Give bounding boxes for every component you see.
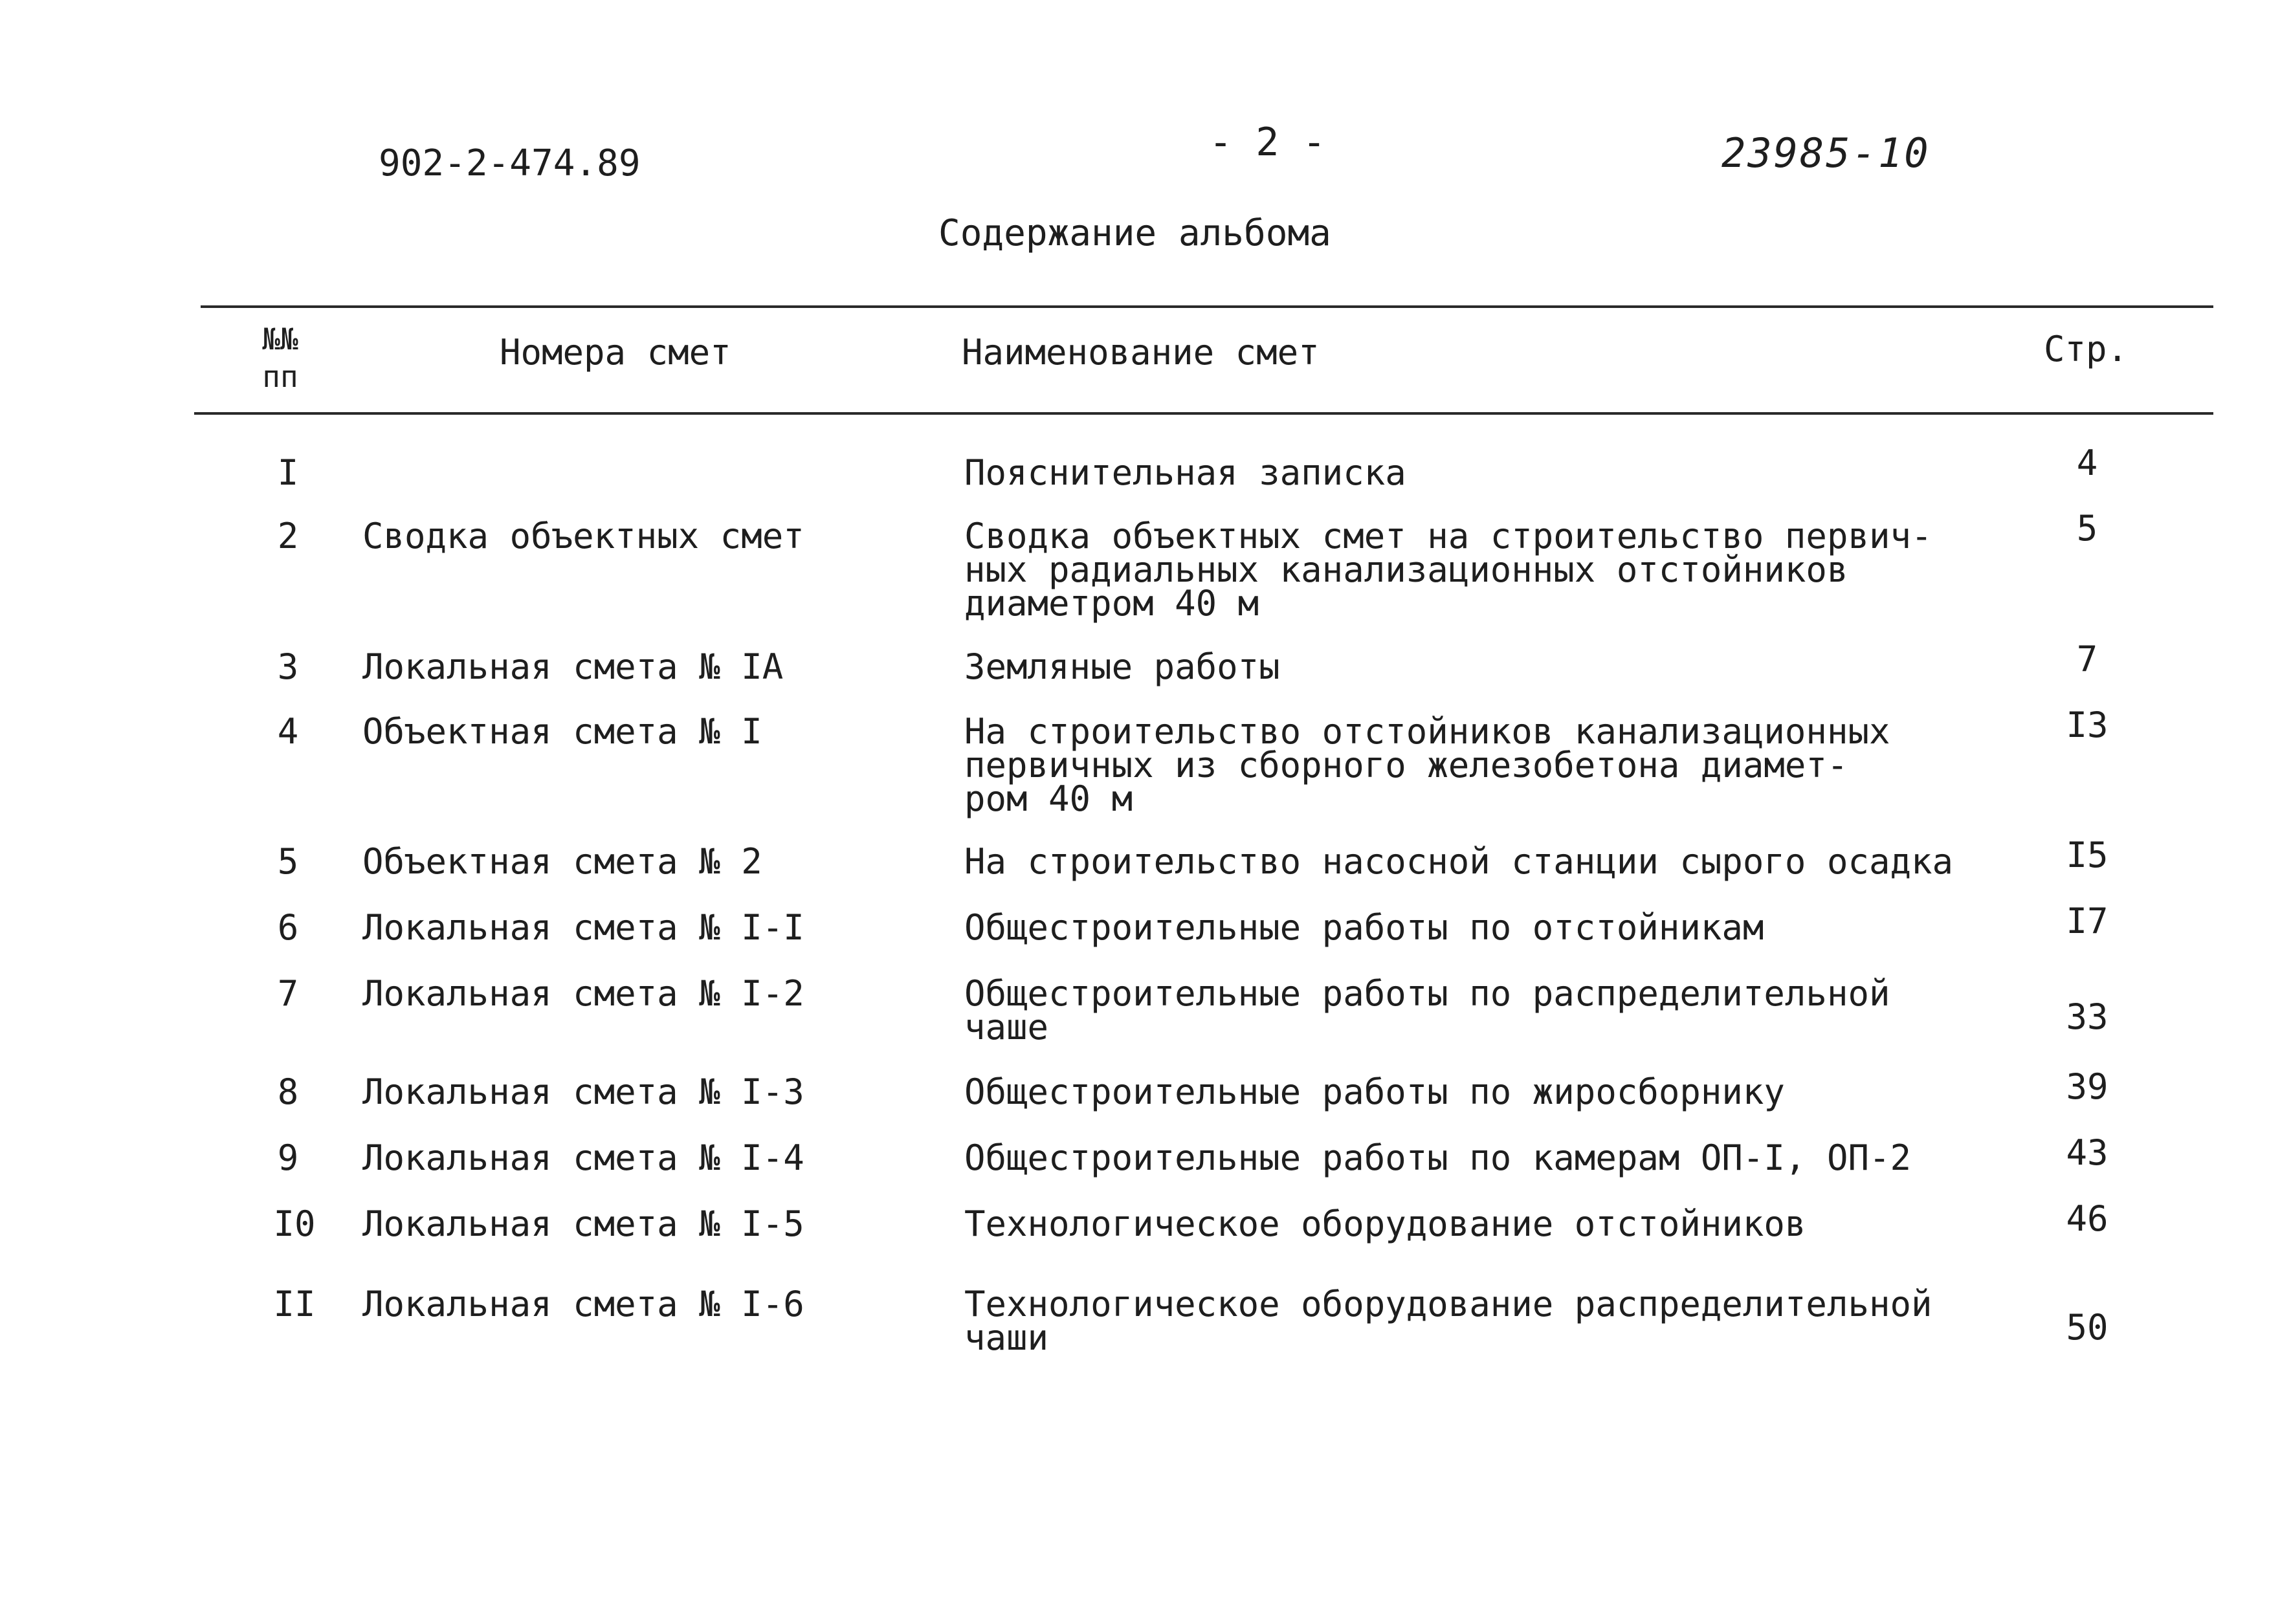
row-page: I5 <box>2066 835 2108 875</box>
header-num-line1: №№ <box>262 322 298 357</box>
row-name <box>964 907 1764 948</box>
row-estimate: Локальная смета № I-3 <box>362 1071 804 1112</box>
row-page: 5 <box>2076 508 2098 549</box>
row-number: 6 <box>277 907 299 948</box>
row-number: I <box>277 452 299 493</box>
row-name <box>964 1137 1911 1178</box>
row-name-line: Общестроительные работы по распределительной <box>964 973 1890 1014</box>
archive-number: 23985-10 <box>1721 129 1931 177</box>
header-estimate-numbers: Номера смет <box>500 332 731 373</box>
row-name <box>964 646 1280 687</box>
row-number: 2 <box>277 516 299 556</box>
table-row <box>0 901 2280 948</box>
row-name <box>964 1284 1932 1358</box>
row-number: 8 <box>277 1071 299 1112</box>
row-name <box>964 516 1932 624</box>
row-estimate: Локальная смета № I-2 <box>362 973 804 1014</box>
row-name-line: Технологическое оборудование распределительной <box>964 1284 1932 1324</box>
row-estimate: Объектная смета № 2 <box>362 841 762 882</box>
row-page: 39 <box>2066 1066 2108 1107</box>
row-number: 7 <box>277 973 299 1014</box>
header-estimate-names: Наименование смет <box>962 332 1320 373</box>
header-num-line2: пп <box>262 359 298 394</box>
row-page: 7 <box>2076 639 2098 679</box>
row-number: 4 <box>277 711 299 752</box>
page-marker: - 2 - <box>1209 120 1326 165</box>
row-name-line: диаметром 40 м <box>964 583 1259 624</box>
row-name-line: Технологическое оборудование отстойников <box>964 1203 1806 1244</box>
row-page: 4 <box>2076 443 2098 483</box>
row-page: 33 <box>2066 996 2108 1037</box>
row-name <box>964 711 1890 819</box>
row-name-line: чаши <box>964 1317 1049 1358</box>
page-title: Содержание альбома <box>938 212 1331 254</box>
row-name-line: ных радиальных канализационных отстойников <box>964 549 1848 590</box>
row-estimate: Локальная смета № I-6 <box>362 1284 804 1324</box>
row-number: 9 <box>277 1137 299 1178</box>
table-top-rule <box>201 305 2213 308</box>
row-page: 50 <box>2066 1307 2108 1348</box>
table-row <box>0 1132 2280 1178</box>
row-estimate: Локальная смета № IA <box>362 646 784 687</box>
row-estimate: Локальная смета № I-4 <box>362 1137 804 1178</box>
row-name-line: На строительство отстойников канализационных <box>964 711 1890 752</box>
row-number: II <box>273 1284 316 1324</box>
row-name-line: чаше <box>964 1007 1049 1048</box>
row-name <box>964 1071 1785 1112</box>
document-code: 902-2-474.89 <box>379 142 641 184</box>
row-name-line: На строительство насосной станции сырого осадка <box>964 841 1954 882</box>
table-row <box>0 1066 2280 1112</box>
table-header-rule <box>194 412 2213 415</box>
row-name <box>964 1203 1806 1244</box>
row-name-line: Пояснительная записка <box>964 452 1406 493</box>
row-name-line: Общестроительные работы по отстойникам <box>964 907 1764 948</box>
row-estimate: Локальная смета № I-5 <box>362 1203 804 1244</box>
row-estimate: Объектная смета № I <box>362 711 762 752</box>
table-row <box>0 835 2280 882</box>
row-number: I0 <box>273 1203 316 1244</box>
row-number: 3 <box>277 646 299 687</box>
header-row-number <box>258 320 303 395</box>
row-name <box>964 452 1406 493</box>
row-name-line: Сводка объектных смет на строительство первич- <box>964 516 1932 556</box>
header-page: Стр. <box>2044 329 2129 369</box>
row-name <box>964 841 1954 882</box>
table-row <box>0 443 2280 493</box>
row-name-line: ром 40 м <box>964 778 1133 819</box>
row-name-line: Земляные работы <box>964 646 1280 687</box>
table-row <box>0 1198 2280 1244</box>
row-name-line: первичных из сборного железобетона диамет- <box>964 745 1848 785</box>
row-estimate: Сводка объектных смет <box>362 516 804 556</box>
row-page: 46 <box>2066 1198 2108 1239</box>
row-name <box>964 973 1890 1048</box>
row-estimate: Локальная смета № I-I <box>362 907 804 948</box>
table-row <box>0 639 2280 687</box>
table-row <box>0 705 2280 819</box>
row-page: I3 <box>2066 705 2108 745</box>
row-page: 43 <box>2066 1132 2108 1173</box>
row-name-line: Общестроительные работы по жиросборнику <box>964 1071 1785 1112</box>
row-number: 5 <box>277 841 299 882</box>
row-name-line: Общестроительные работы по камерам ОП-I, ОП-2 <box>964 1137 1911 1178</box>
table-row <box>0 973 2280 1048</box>
row-page: I7 <box>2066 901 2108 941</box>
